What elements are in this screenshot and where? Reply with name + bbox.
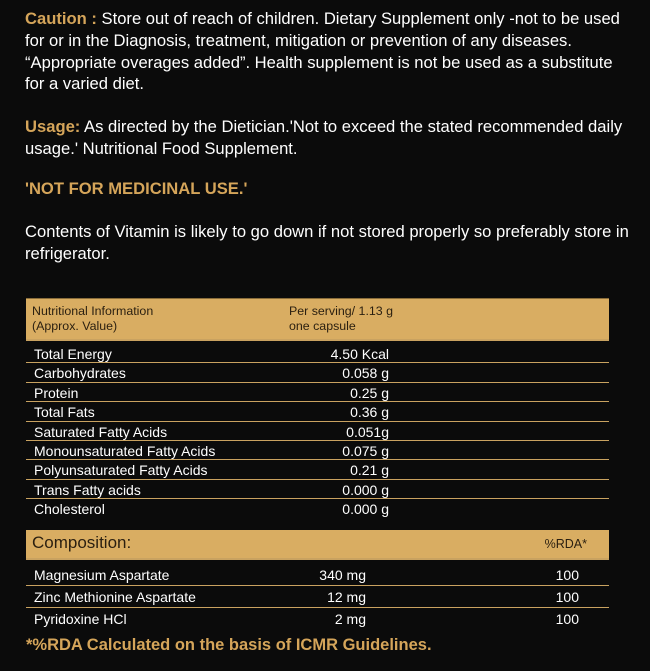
nutrient-name: Monounsaturated Fatty Acids (34, 442, 216, 459)
nutrition-header-label (32, 304, 153, 334)
table-row (26, 363, 609, 382)
caution-paragraph (25, 8, 635, 95)
composition-header (26, 530, 609, 558)
nutrient-name: Protein (34, 384, 79, 401)
storage-note: Contents of Vitamin is likely to go down if not stored properly so preferably store in refrigerator. (25, 222, 629, 263)
serving-header-line2: one capsule (289, 319, 356, 333)
ingredient-name: Magnesium Aspartate (34, 567, 170, 583)
nutrient-name: Trans Fatty acids (34, 481, 141, 498)
nutrient-name: Total Energy (34, 346, 112, 362)
table-row (26, 586, 609, 608)
usage-label: Usage: (25, 117, 81, 136)
nutrient-name: Cholesterol (34, 501, 105, 518)
ingredient-rda: 100 (555, 611, 579, 627)
composition-title: Composition: (32, 533, 132, 552)
ingredient-rda: 100 (555, 567, 579, 583)
table-row (26, 402, 609, 421)
usage-text: As directed by the Dietician.'Not to exceed the stated recommended daily usage.' Nutritional Food Supplement. (25, 117, 623, 158)
nutrient-value: 0.075 g (342, 442, 389, 459)
ingredient-amount: 2 mg (334, 611, 366, 627)
rda-footnote: *%RDA Calculated on the basis of ICMR Guidelines. (26, 636, 432, 654)
composition-table (26, 530, 609, 629)
table-row (26, 383, 609, 402)
not-medicinal-warning: 'NOT FOR MEDICINAL USE.' (25, 179, 248, 198)
caution-text: Store out of reach of children. Dietary Supplement only -not to be used for or in the Diagnosis, treatment, mitigation or prevention of any diseases. “Appropriate overages added”. Health supplement is not be used as a substitute for a varied diet. (25, 9, 620, 94)
nutrient-name: Total Fats (34, 404, 95, 421)
nutrition-header-line1: Nutritional Information (32, 304, 154, 318)
ingredient-amount: 340 mg (319, 567, 366, 583)
table-row (26, 422, 609, 441)
nutrient-name: Saturated Fatty Acids (34, 423, 168, 440)
nutrition-header-line2: (Approx. Value) (32, 319, 118, 333)
nutrient-value: 0.25 g (350, 384, 389, 401)
composition-body (26, 558, 609, 629)
table-row (26, 441, 609, 460)
caution-label: Caution : (25, 9, 97, 28)
table-row (26, 608, 609, 629)
rda-header: %RDA* (544, 537, 587, 551)
nutrient-value: 0.051g (346, 423, 389, 440)
nutrition-table-body (26, 339, 609, 518)
ingredient-amount: 12 mg (327, 589, 366, 605)
table-row (26, 460, 609, 479)
nutrient-name: Polyunsaturated Fatty Acids (34, 462, 208, 479)
serving-header-line1: Per serving/ 1.13 g (289, 304, 394, 318)
table-row (26, 564, 609, 586)
table-row (26, 499, 609, 517)
table-row (26, 480, 609, 499)
nutrition-table (26, 298, 609, 518)
usage-paragraph (25, 116, 635, 160)
nutrient-value: 0.000 g (342, 481, 389, 498)
nutrition-table-header (26, 298, 609, 339)
serving-header (289, 304, 393, 334)
nutrient-name: Carbohydrates (34, 365, 126, 382)
nutrient-value: 0.36 g (350, 404, 389, 421)
ingredient-name: Pyridoxine HCl (34, 611, 127, 627)
nutrient-value: 0.058 g (342, 365, 389, 382)
ingredient-name: Zinc Methionine Aspartate (34, 589, 196, 605)
table-row (26, 344, 609, 363)
nutrient-value: 0.21 g (350, 462, 389, 479)
ingredient-rda: 100 (555, 589, 579, 605)
nutrient-value: 4.50 Kcal (330, 346, 389, 362)
nutrient-value: 0.000 g (342, 501, 389, 518)
